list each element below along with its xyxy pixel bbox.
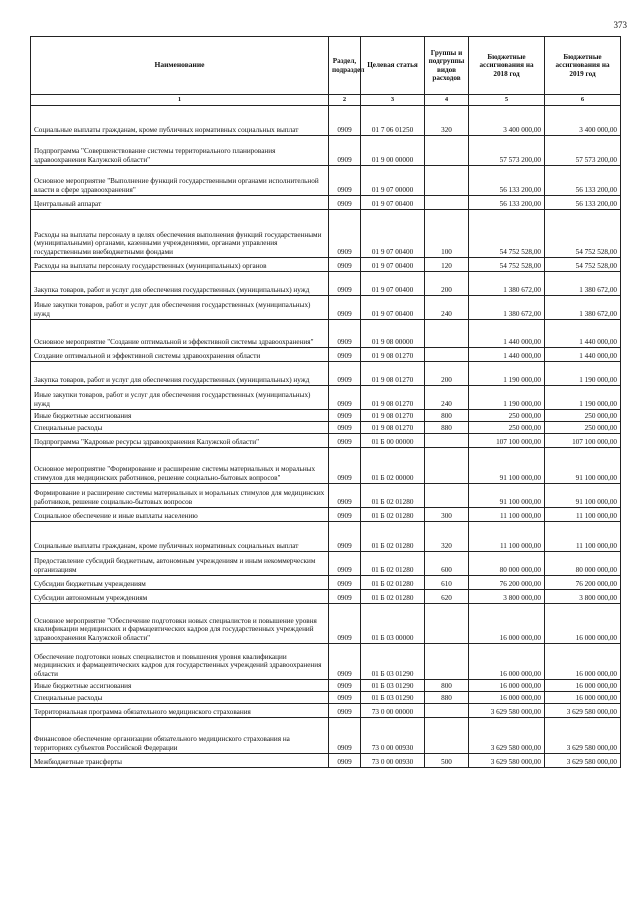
row-allocation-2018: 56 133 200,00 [469,196,545,210]
row-name: Предоставление субсидий бюджетным, автономным учреждениям и иным некоммерческим организациям [31,552,329,576]
row-section: 0909 [329,604,361,644]
row-allocation-2019: 1 380 672,00 [545,272,621,296]
table-row [31,644,621,680]
page-number: 373 [613,20,627,30]
table-row [31,136,621,166]
row-expense-group [425,644,469,680]
table-row [31,272,621,296]
row-allocation-2019: 76 200 000,00 [545,576,621,590]
column-number: 1 [31,95,329,106]
row-target-article: 01 Б 02 01280 [361,484,425,508]
row-section: 0909 [329,508,361,522]
row-target-article: 01 9 07 00400 [361,296,425,320]
row-section: 0909 [329,410,361,422]
row-allocation-2018: 107 100 000,00 [469,434,545,448]
budget-allocation-table [30,36,621,768]
row-allocation-2019: 16 000 000,00 [545,692,621,704]
row-section: 0909 [329,552,361,576]
row-allocation-2018: 16 000 000,00 [469,604,545,644]
header-allocation-2019: Бюджетные ассигнования на 2019 год [545,37,621,95]
row-allocation-2018: 250 000,00 [469,422,545,434]
row-name: Основное мероприятие "Создание оптимальной и эффективной системы здравоохранения" [31,320,329,348]
row-section: 0909 [329,196,361,210]
row-allocation-2019: 11 100 000,00 [545,522,621,552]
row-allocation-2019: 56 133 200,00 [545,166,621,196]
row-allocation-2019: 250 000,00 [545,422,621,434]
row-expense-group [425,136,469,166]
row-target-article: 01 9 07 00400 [361,258,425,272]
row-allocation-2018: 91 100 000,00 [469,448,545,484]
column-number: 5 [469,95,545,106]
table-row [31,434,621,448]
table-row [31,508,621,522]
row-expense-group: 800 [425,680,469,692]
row-expense-group [425,604,469,644]
row-target-article: 01 9 07 00400 [361,210,425,258]
table-row [31,320,621,348]
row-expense-group [425,166,469,196]
row-allocation-2019: 250 000,00 [545,410,621,422]
row-allocation-2018: 3 629 580 000,00 [469,704,545,718]
row-target-article: 01 Б 02 01280 [361,576,425,590]
table-row [31,386,621,410]
row-allocation-2019: 80 000 000,00 [545,552,621,576]
table-row [31,718,621,754]
row-allocation-2018: 54 752 528,00 [469,210,545,258]
row-section: 0909 [329,484,361,508]
row-expense-group [425,434,469,448]
table-row [31,296,621,320]
row-section: 0909 [329,386,361,410]
row-name: Центральный аппарат [31,196,329,210]
table-row [31,576,621,590]
row-section: 0909 [329,362,361,386]
row-target-article: 73 0 00 00930 [361,754,425,768]
row-name: Расходы на выплаты персоналу в целях обеспечения выполнения функций государственными (муниципальными) органами, казенными учреждениями, органами управления государственными внебюджетными фондами [31,210,329,258]
row-allocation-2019: 3 400 000,00 [545,106,621,136]
row-section: 0909 [329,136,361,166]
row-expense-group [425,320,469,348]
row-allocation-2018: 16 000 000,00 [469,692,545,704]
row-allocation-2019: 16 000 000,00 [545,644,621,680]
row-allocation-2018: 76 200 000,00 [469,576,545,590]
row-name: Территориальная программа обязательного медицинского страхования [31,704,329,718]
row-target-article: 73 0 00 00000 [361,704,425,718]
row-section: 0909 [329,320,361,348]
row-name: Социальные выплаты гражданам, кроме публичных нормативных социальных выплат [31,106,329,136]
row-allocation-2018: 1 190 000,00 [469,386,545,410]
row-section: 0909 [329,718,361,754]
row-allocation-2018: 1 380 672,00 [469,296,545,320]
row-section: 0909 [329,106,361,136]
row-name: Финансовое обеспечение организации обязательного медицинского страхования на территориях субъектов Российской Федерации [31,718,329,754]
row-section: 0909 [329,522,361,552]
table-row [31,362,621,386]
row-target-article: 01 9 08 00000 [361,320,425,348]
column-number: 4 [425,95,469,106]
table-header [31,37,621,95]
row-allocation-2018: 54 752 528,00 [469,258,545,272]
row-allocation-2019: 3 800 000,00 [545,590,621,604]
row-allocation-2018: 56 133 200,00 [469,166,545,196]
row-section: 0909 [329,576,361,590]
row-expense-group [425,448,469,484]
row-expense-group: 500 [425,754,469,768]
table-row [31,552,621,576]
row-allocation-2018: 80 000 000,00 [469,552,545,576]
row-name: Субсидии бюджетным учреждениям [31,576,329,590]
row-target-article: 01 7 06 01250 [361,106,425,136]
row-expense-group [425,196,469,210]
row-section: 0909 [329,754,361,768]
row-section: 0909 [329,296,361,320]
row-expense-group [425,718,469,754]
row-expense-group: 300 [425,508,469,522]
column-number: 3 [361,95,425,106]
table-row [31,106,621,136]
row-target-article: 01 Б 03 01290 [361,680,425,692]
table-body [31,95,621,768]
row-target-article: 01 Б 02 01280 [361,552,425,576]
row-allocation-2019: 56 133 200,00 [545,196,621,210]
row-expense-group: 320 [425,522,469,552]
row-section: 0909 [329,680,361,692]
row-target-article: 01 Б 03 01290 [361,644,425,680]
row-expense-group: 200 [425,272,469,296]
row-allocation-2018: 91 100 000,00 [469,484,545,508]
row-expense-group: 100 [425,210,469,258]
row-allocation-2019: 1 440 000,00 [545,348,621,362]
row-allocation-2018: 11 100 000,00 [469,508,545,522]
row-target-article: 01 9 08 01270 [361,386,425,410]
row-allocation-2018: 3 629 580 000,00 [469,718,545,754]
row-allocation-2018: 16 000 000,00 [469,644,545,680]
table-row [31,590,621,604]
header-allocation-2018: Бюджетные ассигнования на 2018 год [469,37,545,95]
column-number: 6 [545,95,621,106]
table-row [31,196,621,210]
row-section: 0909 [329,644,361,680]
row-allocation-2019: 3 629 580 000,00 [545,718,621,754]
row-target-article: 01 Б 02 00000 [361,448,425,484]
row-target-article: 01 Б 02 01280 [361,590,425,604]
row-name: Создание оптимальной и эффективной системы здравоохранения области [31,348,329,362]
row-name: Межбюджетные трансферты [31,754,329,768]
row-section: 0909 [329,348,361,362]
header-name: Наименование [31,37,329,95]
table-row [31,348,621,362]
row-target-article: 01 Б 00 00000 [361,434,425,448]
row-name: Специальные расходы [31,422,329,434]
row-name: Формирование и расширение системы материальных и моральных стимулов для медицинских работников, решение социально-бытовых вопросов [31,484,329,508]
row-allocation-2019: 1 190 000,00 [545,362,621,386]
row-allocation-2018: 3 629 580 000,00 [469,754,545,768]
row-expense-group: 240 [425,386,469,410]
row-allocation-2019: 1 440 000,00 [545,320,621,348]
row-section: 0909 [329,422,361,434]
row-target-article: 01 9 00 00000 [361,136,425,166]
column-number-row [31,95,621,106]
row-expense-group [425,348,469,362]
row-allocation-2018: 11 100 000,00 [469,522,545,552]
row-name: Социальные выплаты гражданам, кроме публичных нормативных социальных выплат [31,522,329,552]
row-expense-group [425,484,469,508]
table-row [31,522,621,552]
row-name: Подпрограмма "Совершенствование системы территориального планирования здравоохранения Калужской области" [31,136,329,166]
table-row [31,422,621,434]
row-name: Иные закупки товаров, работ и услуг для обеспечения государственных (муниципальных) нужд [31,296,329,320]
row-expense-group [425,704,469,718]
row-name: Обеспечение подготовки новых специалистов и повышения уровня квалификации медицинских и фармацевтических кадров для государственных учреждений здравоохранения области [31,644,329,680]
row-section: 0909 [329,272,361,296]
row-name: Расходы на выплаты персоналу государственных (муниципальных) органов [31,258,329,272]
row-name: Социальное обеспечение и иные выплаты населению [31,508,329,522]
row-target-article: 01 Б 03 01290 [361,692,425,704]
row-allocation-2019: 11 100 000,00 [545,508,621,522]
row-expense-group: 120 [425,258,469,272]
row-section: 0909 [329,434,361,448]
row-target-article: 01 9 08 01270 [361,422,425,434]
row-allocation-2019: 16 000 000,00 [545,680,621,692]
row-name: Иные бюджетные ассигнования [31,680,329,692]
row-section: 0909 [329,704,361,718]
row-expense-group: 320 [425,106,469,136]
row-allocation-2019: 1 380 672,00 [545,296,621,320]
row-target-article: 01 9 08 01270 [361,348,425,362]
row-target-article: 01 Б 02 01280 [361,508,425,522]
row-allocation-2019: 91 100 000,00 [545,484,621,508]
row-expense-group: 620 [425,590,469,604]
row-name: Основное мероприятие "Формирование и расширение системы материальных и моральных стимулов для медицинских работников, решение социально-бытовых вопросов" [31,448,329,484]
row-target-article: 01 Б 03 00000 [361,604,425,644]
row-allocation-2018: 1 190 000,00 [469,362,545,386]
row-section: 0909 [329,210,361,258]
row-name: Основное мероприятие "Обеспечение подготовки новых специалистов и повышение уровня квалификации медицинских и фармацевтических кадров для государственных учреждений здравоохранения Калужской области" [31,604,329,644]
row-allocation-2018: 16 000 000,00 [469,680,545,692]
row-target-article: 01 9 07 00400 [361,196,425,210]
table-row [31,680,621,692]
table-row [31,448,621,484]
header-target-article: Целевая статья [361,37,425,95]
row-allocation-2019: 91 100 000,00 [545,448,621,484]
column-number: 2 [329,95,361,106]
row-allocation-2018: 57 573 200,00 [469,136,545,166]
row-allocation-2018: 3 800 000,00 [469,590,545,604]
row-expense-group: 240 [425,296,469,320]
row-allocation-2019: 1 190 000,00 [545,386,621,410]
row-name: Подпрограмма "Кадровые ресурсы здравоохранения Калужской области" [31,434,329,448]
row-expense-group: 880 [425,422,469,434]
row-allocation-2018: 250 000,00 [469,410,545,422]
row-section: 0909 [329,448,361,484]
table-row [31,258,621,272]
table-row [31,604,621,644]
row-name: Основное мероприятие "Выполнение функций государственными органами исполнительной власти в сфере здравоохранения" [31,166,329,196]
row-allocation-2019: 57 573 200,00 [545,136,621,166]
row-section: 0909 [329,166,361,196]
row-allocation-2019: 54 752 528,00 [545,210,621,258]
row-name: Закупка товаров, работ и услуг для обеспечения государственных (муниципальных) нужд [31,272,329,296]
row-target-article: 01 9 07 00000 [361,166,425,196]
row-allocation-2018: 1 440 000,00 [469,320,545,348]
row-expense-group: 610 [425,576,469,590]
table-row [31,210,621,258]
row-section: 0909 [329,692,361,704]
table-row [31,704,621,718]
row-name: Специальные расходы [31,692,329,704]
row-target-article: 01 Б 02 01280 [361,522,425,552]
table-row [31,410,621,422]
row-expense-group: 800 [425,410,469,422]
row-name: Иные закупки товаров, работ и услуг для обеспечения государственных (муниципальных) нужд [31,386,329,410]
row-allocation-2018: 3 400 000,00 [469,106,545,136]
row-allocation-2018: 1 380 672,00 [469,272,545,296]
row-allocation-2019: 107 100 000,00 [545,434,621,448]
row-expense-group: 880 [425,692,469,704]
table-row [31,692,621,704]
row-allocation-2019: 54 752 528,00 [545,258,621,272]
row-expense-group: 600 [425,552,469,576]
row-name: Субсидии автономным учреждениям [31,590,329,604]
row-target-article: 01 9 08 01270 [361,362,425,386]
row-name: Иные бюджетные ассигнования [31,410,329,422]
row-section: 0909 [329,590,361,604]
row-section: 0909 [329,258,361,272]
row-target-article: 73 0 00 00930 [361,718,425,754]
row-allocation-2019: 16 000 000,00 [545,604,621,644]
row-allocation-2019: 3 629 580 000,00 [545,704,621,718]
table-row [31,754,621,768]
row-target-article: 01 9 08 01270 [361,410,425,422]
row-allocation-2019: 3 629 580 000,00 [545,754,621,768]
header-section: Раздел, подраздел [329,37,361,95]
row-allocation-2018: 1 440 000,00 [469,348,545,362]
row-expense-group: 200 [425,362,469,386]
table-row [31,166,621,196]
row-target-article: 01 9 07 00400 [361,272,425,296]
header-expense-group: Группы и подгруппы видов расходов [425,37,469,95]
table-row [31,484,621,508]
row-name: Закупка товаров, работ и услуг для обеспечения государственных (муниципальных) нужд [31,362,329,386]
